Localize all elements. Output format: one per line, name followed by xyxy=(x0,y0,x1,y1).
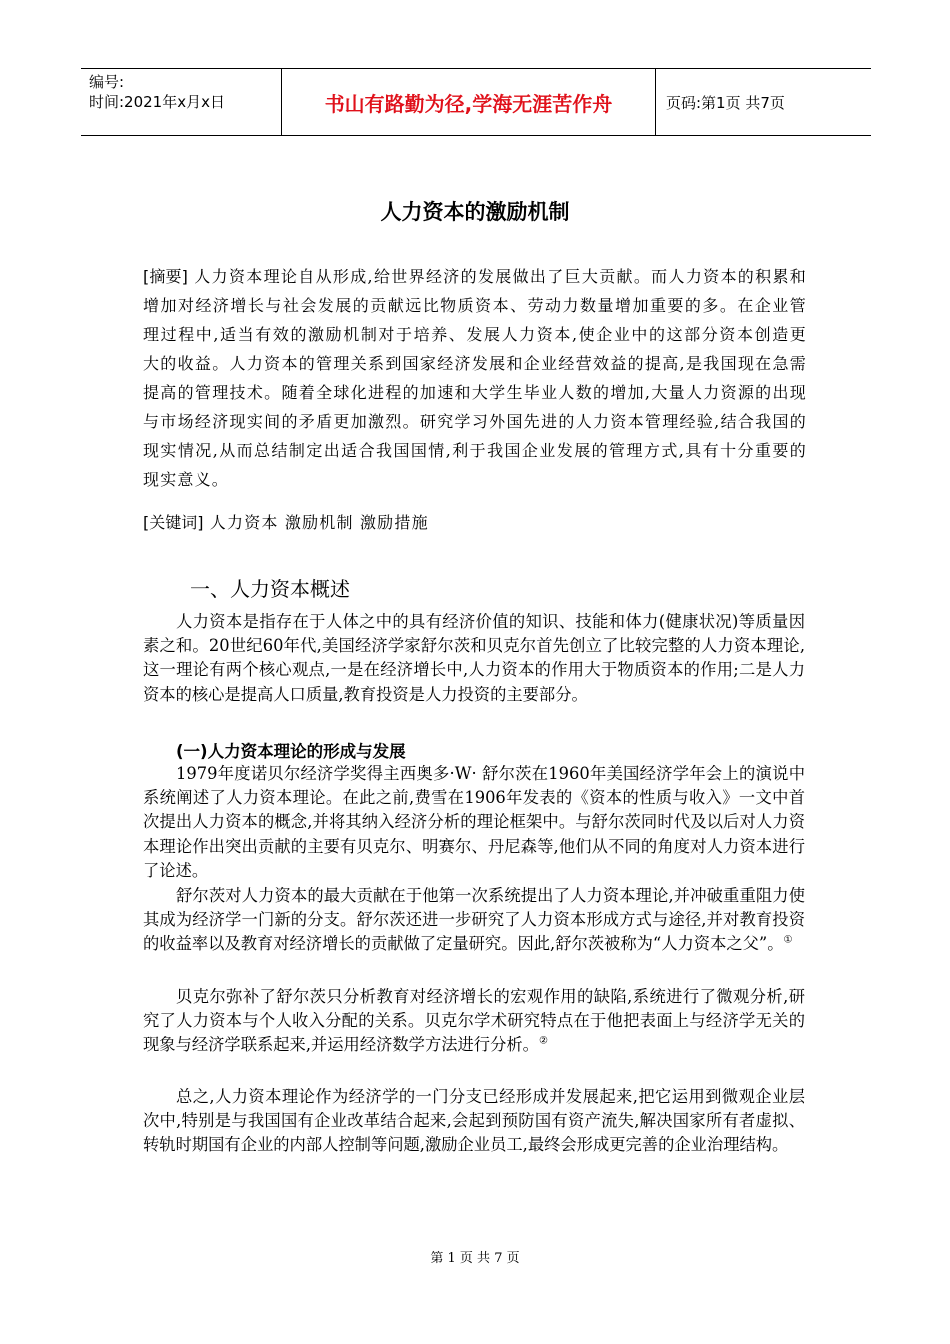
keywords xyxy=(143,510,429,533)
abstract-text: 人力资本理论自从形成,给世界经济的发展做出了巨大贡献。而人力资本的积累和增加对经济增长与社会发展的贡献远比物质资本、劳动力数量增加重要的多。在企业管理过程中,适当有效的激励机制对于培养、发展人力资本,使企业中的这部分资本创造更大的收益。人力资本的管理关系到国家经济发展和企业经营效益的提高,是我国现在急需提高的管理技术。随着全球化进程的加速和大学生毕业人数的增加,大量人力资源的出现与市场经济现实间的矛盾更加激烈。研究学习外国先进的人力资本管理经验,结合我国的现实情况,从而总结制定出适合我国国情,利于我国企业发展的管理方式,具有十分重要的现实意义。 xyxy=(143,267,807,489)
header-motto: 书山有路勤为径,学海无涯苦作舟 xyxy=(282,69,656,135)
header-meta xyxy=(81,69,282,135)
page-footer: 第 1 页 共 7 页 xyxy=(430,1251,520,1266)
footnote-ref-2: ② xyxy=(538,1035,548,1047)
section-heading: 一、人力资本概述 xyxy=(190,577,350,601)
paragraph-1: 人力资本是指存在于人体之中的具有经济价值的知识、技能和体力(健康状况)等质量因素之和。20世纪60年代,美国经济学家舒尔茨和贝克尔首先创立了比较完整的人力资本理论,这一理论有两个核心观点,一是在经济增长中,人力资本的作用大于物质资本的作用;二是人力资本的核心是提高人口质量,教育投资是人力投资的主要部分。 xyxy=(143,612,805,704)
page-header xyxy=(81,68,871,136)
document-title: 人力资本的激励机制 xyxy=(380,200,570,224)
paragraph-3-text: 舒尔茨对人力资本的最大贡献在于他第一次系统提出了人力资本理论,并冲破重重阻力使其成为经济学一门新的分支。舒尔茨还进一步研究了人力资本形成方式与途径,并对教育投资的收益率以及教育对经济增长的贡献做了定量研究。因此,舒尔茨被称为“人力资本之父”。 xyxy=(143,886,805,954)
paragraph-5: 总之,人力资本理论作为经济学的一门分支已经形成并发展起来,把它运用到微观企业层次中,特别是与我国国有企业改革结合起来,会起到预防国有资产流失,解决国家所有者虚拟、转轨时期国有企业的内部人控制等问题,激励企业员工,最终会形成更完善的企业治理结构。 xyxy=(143,1087,805,1155)
header-page-info: 页码:第1页 共7页 xyxy=(666,93,785,112)
paragraph-2: 1979年度诺贝尔经济学奖得主西奥多·W· 舒尔茨在1960年美国经济学年会上的演说中系统阐述了人力资本理论。在此之前,费雪在1906年发表的《资本的性质与收入》一文中首次提出人力资本的概念,并将其纳入经济分析的理论框架中。与舒尔茨同时代及以后对人力资本理论作出突出贡献的主要有贝克尔、明赛尔、丹尼森等,他们从不同的角度对人力资本进行了论述。 xyxy=(143,764,805,880)
paragraph-4 xyxy=(143,985,805,1058)
paragraph-4-text: 贝克尔弥补了舒尔茨只分析教育对经济增长的宏观作用的缺陷,系统进行了微观分析,研究了人力资本与个人收入分配的关系。贝克尔学术研究特点在于他把表面上与经济学无关的现象与经济学联系起来,并运用经济数学方法进行分析。 xyxy=(143,987,805,1055)
keywords-tag: [关键词] xyxy=(143,513,204,532)
keywords-text: 人力资本 激励机制 激励措施 xyxy=(209,513,429,532)
footnote-ref-1: ① xyxy=(783,934,793,946)
subsection-heading: (一)人力资本理论的形成与发展 xyxy=(176,742,406,761)
header-time: 时间:2021年x月x日 xyxy=(89,93,225,111)
header-number: 编号: xyxy=(89,73,125,91)
paragraph-3 xyxy=(143,884,805,957)
abstract xyxy=(143,262,807,494)
abstract-tag: [摘要] xyxy=(143,267,188,286)
